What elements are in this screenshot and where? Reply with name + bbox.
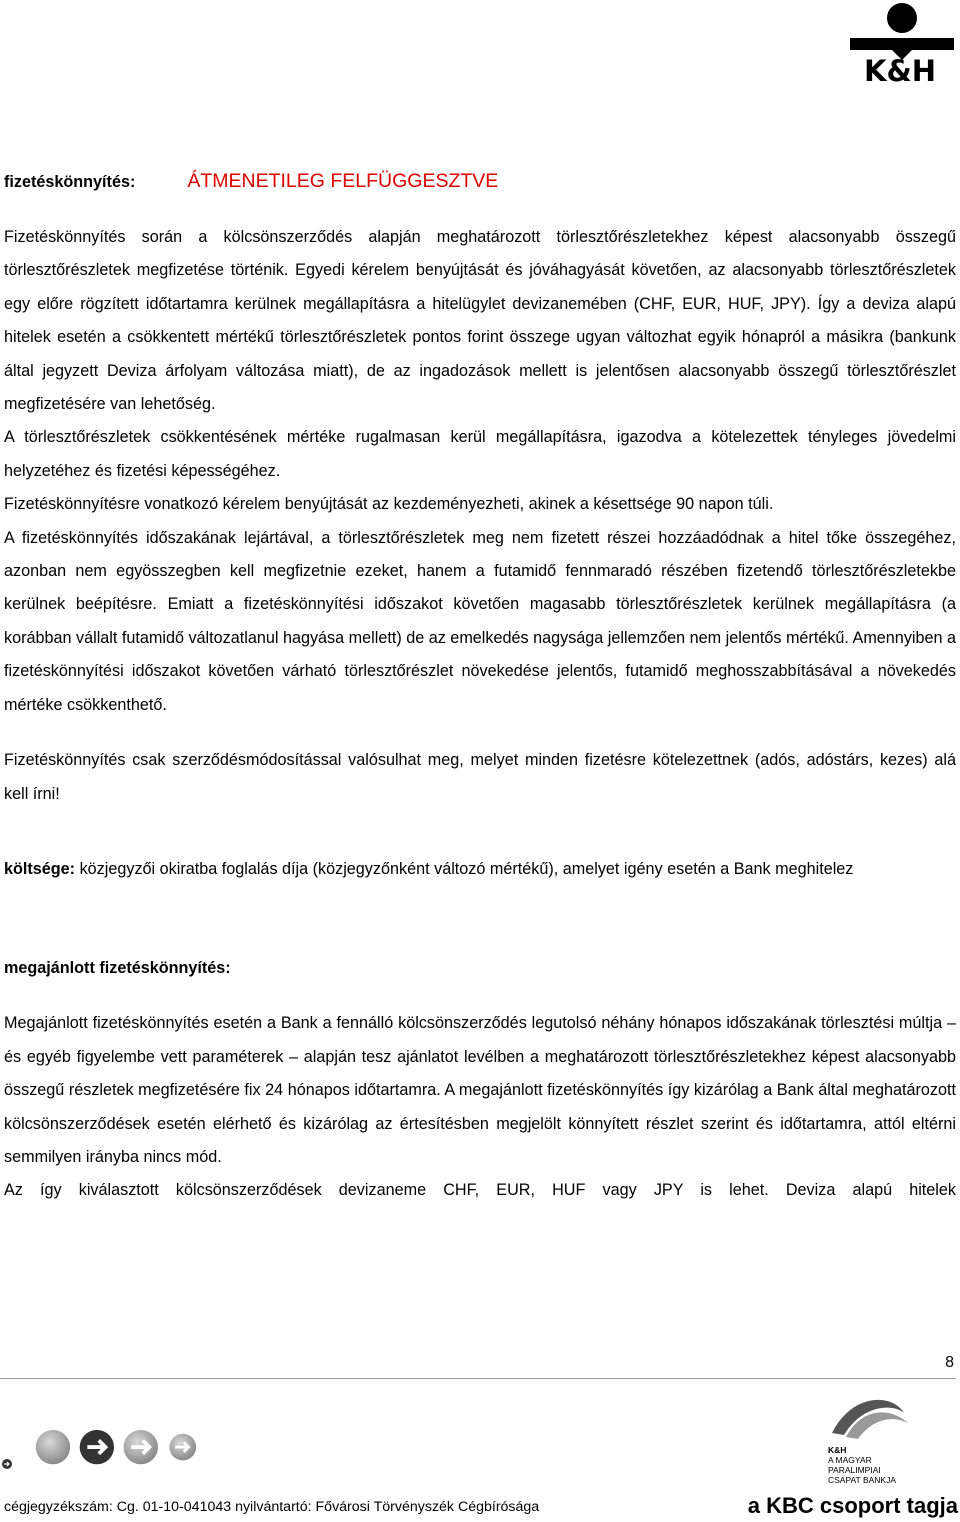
cost-label: költsége:: [4, 859, 76, 878]
arrow-bullet-icon: [2, 1459, 12, 1469]
document-body: [4, 162, 956, 1208]
paralympic-swirl-icon: [822, 1393, 912, 1443]
paragraph-cost: [4, 853, 956, 886]
paragraph-eligibility: Fizetéskönnyítésre vonatkozó kérelem benyújtását az kezdeményezheti, akinek a késettsége 90 napon túli.: [4, 495, 774, 514]
paragraph-contract: Fizetéskönnyítés csak szerződésmódosítással valósulhat meg, melyet minden fizetésre kötelezettnek (adós, adóstárs, kezes) alá kell írni!: [4, 751, 956, 803]
cost-text: közjegyzői okiratba foglalás díja (közjegyzőnként változó mértékű), amelyet igény esetén a Bank meghitelez: [75, 859, 854, 878]
paralympic-logo-line3: PARALIMPIAI: [828, 1465, 881, 1475]
kh-logo-text: K&H: [863, 54, 937, 88]
paragraph-currencies: Az így kiválasztott kölcsönszerződések devizaneme CHF, EUR, HUF vagy JPY is lehet. Deviza alapú hitelek: [4, 1181, 956, 1200]
paralympic-logo-line4: CSAPAT BANKJA: [828, 1475, 897, 1485]
section-heading-megajanlott: megajánlott fizetéskönnyítés:: [4, 959, 231, 978]
footer-arrows-icon: [30, 1428, 200, 1470]
paragraph-after-period: A fizetéskönnyítés időszakának lejártával, a törlesztőrészletek meg nem fizetett részei hozzáadódnak a hitel tőke összegéhez, azonban nem egyösszegben kell megfizetnie ezeket, hanem a futamidő fennmaradó részében fizetendő törlesztőrészletekbe kerülnek beépítésre. Emiatt a fizetéskönnyítési időszakot követően magasabb törlesztőrészletek kerülnek megállapításra (a korábban vállalt futamidő változatlanul hagyása mellett) de az emelkedés nagysága jellemzően nem jelentős mértékű. Amennyiben a fizetéskönnyítési időszakot követően várható törlesztőrészlet növekedése jelentős, futamidő meghosszabbításával a növekedés mértéke csökkenthető.: [4, 528, 957, 714]
paralympic-logo-line1: K&H: [828, 1445, 847, 1455]
paragraph-intro: Fizetéskönnyítés során a kölcsönszerződés alapján meghatározott törlesztőrészletekhez képest alacsonyabb összegű törlesztőrészletek megfizetése történik. Egyedi kérelem benyújtását és jóváhagyását követően, az alacsonyabb törlesztőrészletek egy előre rögzített időtartamra kerülnek megállapításra a hitelügylet devizanemében (CHF, EUR, HUF, JPY). Így a deviza alapú hitelek esetén a csökkentett mértékű törlesztőrészletek pontos forint összege ugyan változhat egyik hónapról a másikra (bankunk által jegyzett Deviza árfolyam változása miatt), de az ingadozások mellett is jelentősen alacsonyabb összegű törlesztőrészlet megfizetésére van lehetőség.: [4, 228, 956, 414]
paralympic-logo: [822, 1393, 912, 1485]
kh-logo: [842, 0, 958, 92]
kbc-tagline: a KBC csoport tagja: [747, 1493, 958, 1518]
paragraph-offered: Megajánlott fizetéskönnyítés esetén a Bank a fennálló kölcsönszerződés legutolsó néhány hónapos időszakának törlesztési múltja – és egyéb figyelembe vett paraméterek – alapján tesz ajánlatot levélben a meghatározott törlesztőrészletekhez képest alacsonyabb összegű részletek megfizetésére fix 24 hónapos időtartamra. A megajánlott fizetéskönnyítés így kizárólag a Bank által meghatározott kölcsönszerződések esetén elérhető és kizárólag az értesítésben megjelölt könnyített részlet szerint és időtartamra, attól eltérni semmilyen irányba nincs mód.: [4, 1014, 956, 1166]
paralympic-logo-line2: A MAGYAR: [828, 1455, 872, 1465]
status-suspended: ÁTMENETILEG FELFÜGGESZTVE: [187, 170, 499, 192]
heading-label: fizetéskönnyítés:: [4, 173, 136, 191]
section-heading-fizeteskonnyites: [4, 162, 956, 201]
footer-divider: [0, 1378, 956, 1379]
paragraph-reduction: A törlesztőrészletek csökkentésének mértéke rugalmasan kerül megállapításra, igazodva a kötelezettek tényleges jövedelmi helyzetéhez és fizetési képességéhez.: [4, 428, 956, 480]
footer-registry: cégjegyzékszám: Cg. 01-10-041043 nyilvántartó: Fővárosi Törvényszék Cégbírósága: [4, 1499, 540, 1515]
page-number: 8: [945, 1354, 954, 1371]
